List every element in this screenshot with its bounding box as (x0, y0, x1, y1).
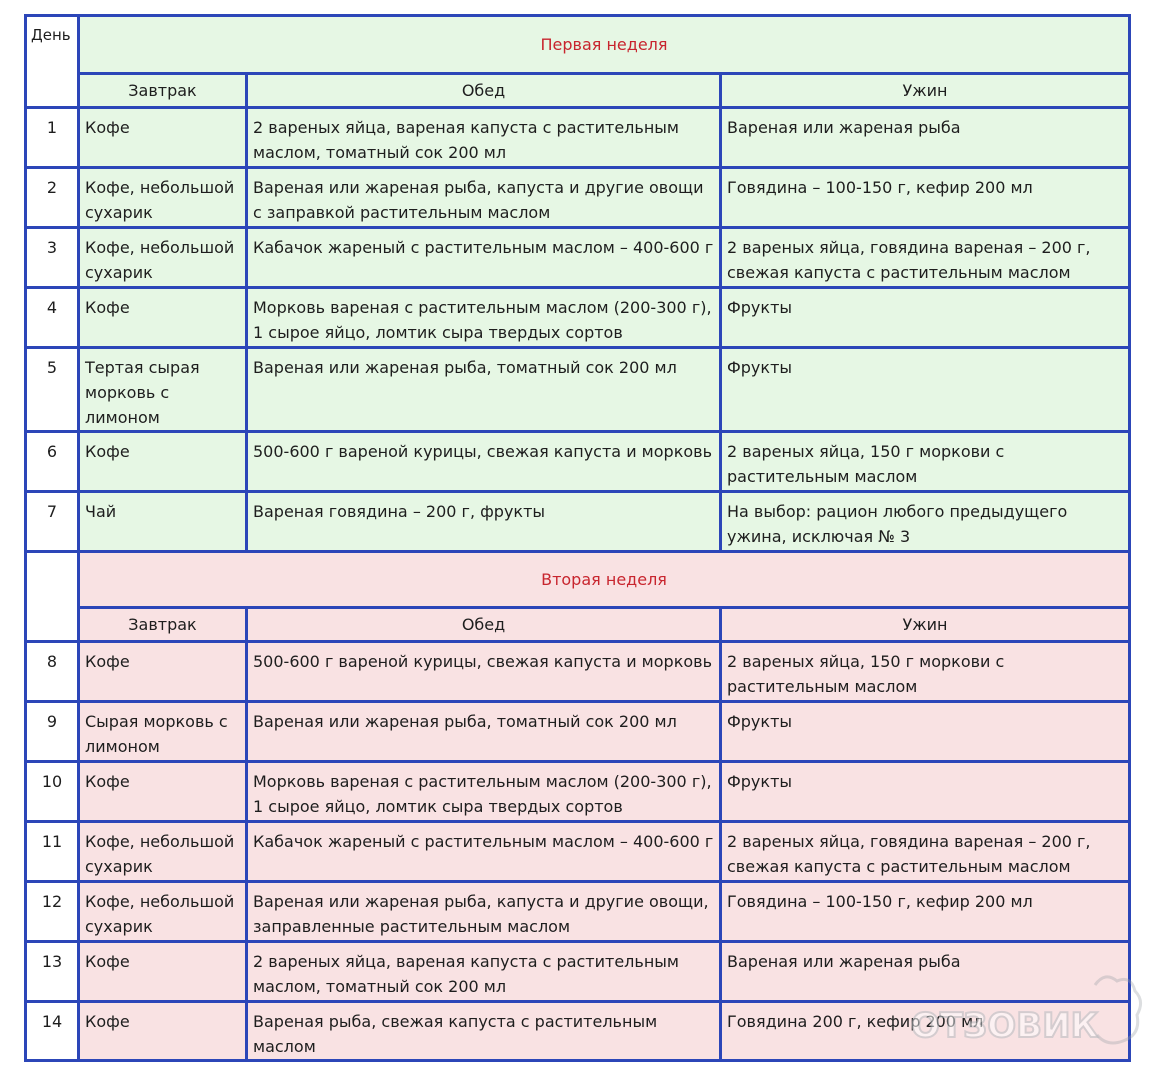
table-row (26, 432, 1130, 492)
table-row (26, 288, 1130, 348)
day-number: 5 (26, 348, 79, 432)
dinner-cell: Фрукты (721, 348, 1130, 432)
breakfast-cell: Кофе (79, 942, 247, 1002)
table-row (26, 108, 1130, 168)
lunch-header: Обед (247, 608, 721, 642)
breakfast-cell: Кофе, небольшой сухарик (79, 822, 247, 882)
lunch-cell: Вареная или жареная рыба, капуста и другие овощи, заправленные растительным маслом (247, 882, 721, 942)
lunch-cell: Морковь вареная с растительным маслом (200-300 г), 1 сырое яйцо, ломтик сыра твердых сортов (247, 762, 721, 822)
dinner-cell: Фрукты (721, 702, 1130, 762)
table-row (26, 1002, 1130, 1061)
dinner-cell: 2 вареных яйца, 150 г моркови с растительным маслом (721, 432, 1130, 492)
table-row (26, 822, 1130, 882)
week2-columns-row (26, 608, 1130, 642)
breakfast-cell: Сырая морковь с лимоном (79, 702, 247, 762)
day-number: 14 (26, 1002, 79, 1061)
diet-menu-table (24, 14, 1131, 1062)
dinner-header: Ужин (721, 608, 1130, 642)
day-number: 9 (26, 702, 79, 762)
day-number: 13 (26, 942, 79, 1002)
breakfast-cell: Кофе (79, 762, 247, 822)
table-row (26, 228, 1130, 288)
day-number: 10 (26, 762, 79, 822)
lunch-cell: Вареная или жареная рыба, томатный сок 200 мл (247, 702, 721, 762)
table-row (26, 492, 1130, 552)
lunch-cell: Вареная или жареная рыба, томатный сок 200 мл (247, 348, 721, 432)
dinner-cell: Говядина – 100-150 г, кефир 200 мл (721, 882, 1130, 942)
table-row (26, 762, 1130, 822)
lunch-cell: Вареная говядина – 200 г, фрукты (247, 492, 721, 552)
day-number: 3 (26, 228, 79, 288)
table-row (26, 348, 1130, 432)
week1-title: Первая неделя (79, 16, 1130, 74)
lunch-cell: 500-600 г вареной курицы, свежая капуста и морковь (247, 642, 721, 702)
lunch-cell: Кабачок жареный с растительным маслом – 400-600 г (247, 822, 721, 882)
dinner-cell: Говядина – 100-150 г, кефир 200 мл (721, 168, 1130, 228)
table-row (26, 882, 1130, 942)
day-number: 12 (26, 882, 79, 942)
day-number: 6 (26, 432, 79, 492)
dinner-cell: Вареная или жареная рыба (721, 108, 1130, 168)
week2-title-row (26, 552, 1130, 608)
day-column-header: День (26, 16, 79, 108)
dinner-cell: Говядина 200 г, кефир 200 мл (721, 1002, 1130, 1061)
table-row (26, 168, 1130, 228)
day-number: 7 (26, 492, 79, 552)
breakfast-cell: Чай (79, 492, 247, 552)
dinner-cell: На выбор: рацион любого предыдущего ужина, исключая № 3 (721, 492, 1130, 552)
day-column-blank (26, 552, 79, 642)
breakfast-header: Завтрак (79, 608, 247, 642)
breakfast-cell: Кофе (79, 108, 247, 168)
day-number: 8 (26, 642, 79, 702)
lunch-cell: 2 вареных яйца, вареная капуста с растительным маслом, томатный сок 200 мл (247, 942, 721, 1002)
breakfast-cell: Кофе (79, 1002, 247, 1061)
day-number: 2 (26, 168, 79, 228)
breakfast-cell: Кофе (79, 288, 247, 348)
breakfast-cell: Кофе, небольшой сухарик (79, 882, 247, 942)
dinner-cell: 2 вареных яйца, говядина вареная – 200 г, свежая капуста с растительным маслом (721, 228, 1130, 288)
breakfast-cell: Кофе, небольшой сухарик (79, 168, 247, 228)
dinner-cell: 2 вареных яйца, 150 г моркови с растительным маслом (721, 642, 1130, 702)
lunch-cell: 2 вареных яйца, вареная капуста с растительным маслом, томатный сок 200 мл (247, 108, 721, 168)
lunch-cell: Кабачок жареный с растительным маслом – 400-600 г (247, 228, 721, 288)
table-row (26, 702, 1130, 762)
breakfast-header: Завтрак (79, 74, 247, 108)
table-row (26, 642, 1130, 702)
week2-title: Вторая неделя (79, 552, 1130, 608)
day-number: 1 (26, 108, 79, 168)
breakfast-cell: Кофе (79, 642, 247, 702)
breakfast-cell: Тертая сырая морковь с лимоном (79, 348, 247, 432)
lunch-cell: 500-600 г вареной курицы, свежая капуста и морковь (247, 432, 721, 492)
dinner-header: Ужин (721, 74, 1130, 108)
dinner-cell: Фрукты (721, 762, 1130, 822)
watermark-text: ОТЗОВИК (911, 1006, 1099, 1046)
week1-title-row (26, 16, 1130, 74)
day-number: 4 (26, 288, 79, 348)
lunch-cell: Вареная рыба, свежая капуста с растительным маслом (247, 1002, 721, 1061)
dinner-cell: Фрукты (721, 288, 1130, 348)
lunch-cell: Морковь вареная с растительным маслом (200-300 г), 1 сырое яйцо, ломтик сыра твердых сортов (247, 288, 721, 348)
breakfast-cell: Кофе (79, 432, 247, 492)
day-number: 11 (26, 822, 79, 882)
table-row (26, 942, 1130, 1002)
lunch-header: Обед (247, 74, 721, 108)
breakfast-cell: Кофе, небольшой сухарик (79, 228, 247, 288)
week1-columns-row (26, 74, 1130, 108)
dinner-cell: 2 вареных яйца, говядина вареная – 200 г, свежая капуста с растительным маслом (721, 822, 1130, 882)
lunch-cell: Вареная или жареная рыба, капуста и другие овощи с заправкой растительным маслом (247, 168, 721, 228)
dinner-cell: Вареная или жареная рыба (721, 942, 1130, 1002)
